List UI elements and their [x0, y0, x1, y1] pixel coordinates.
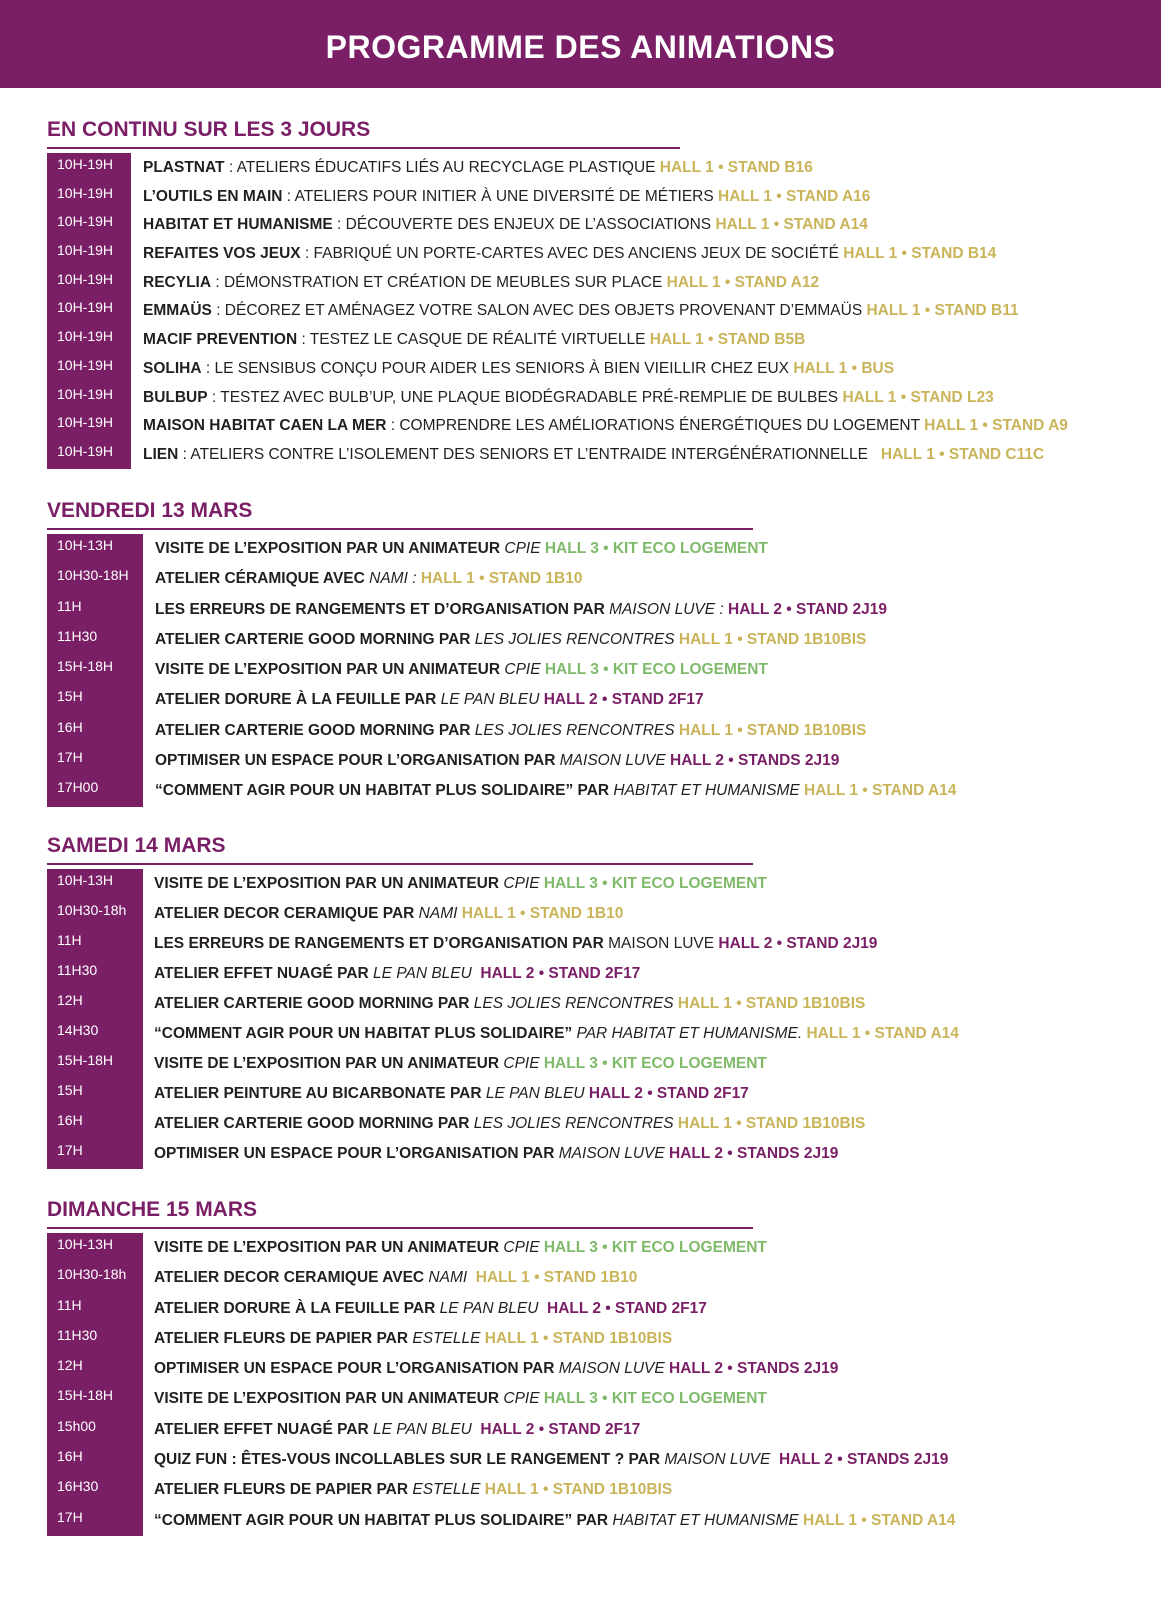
time-slot: 16H	[57, 1112, 83, 1128]
activity-details: : DÉMONSTRATION ET CRÉATION DE MEUBLES SUR PLACE	[211, 273, 667, 291]
section-title: VENDREDI 13 MARS	[47, 499, 253, 522]
activity-organizer: ESTELLE	[408, 1329, 485, 1347]
time-slot: 15H-18H	[57, 1052, 114, 1068]
activity-location: HALL 1 • STAND A9	[924, 417, 1068, 435]
schedule-list	[47, 869, 959, 1169]
time-slot: 10H-13H	[57, 537, 114, 553]
time-slot: 15h00	[57, 1417, 96, 1434]
section-divider	[47, 528, 753, 530]
schedule-row	[47, 383, 994, 412]
activity-title: VISITE DE L’EXPOSITION PAR UN ANIMATEUR	[154, 875, 500, 892]
activity-details: : LE SENSIBUS CONÇU POUR AIDER LES SENIORS À BIEN VIEILLIR CHEZ EUX	[201, 359, 794, 377]
activity-location: HALL 2 • STAND 2F17	[547, 1299, 707, 1317]
activity-title: ATELIER DORURE À LA FEUILLE PAR	[155, 691, 437, 709]
activity-description	[143, 360, 894, 378]
activity-description	[155, 601, 887, 619]
activity-organizer: CPIE	[499, 1055, 544, 1072]
activity-title: BULBUP	[143, 388, 208, 406]
time-slot: 10H-19H	[57, 442, 114, 459]
time-slot: 17H	[57, 749, 83, 766]
activity-location: HALL 1 • STAND B14	[843, 245, 997, 263]
activity-organizer: CPIE	[499, 1390, 544, 1408]
activity-location: HALL 3 • KIT ECO LOGEMENT	[544, 661, 768, 679]
activity-description	[154, 1269, 637, 1287]
activity-details: : ATELIERS CONTRE L’ISOLEMENT DES SENIORS ET L’ENTRAIDE INTERGÉNÉRATIONNELLE	[178, 445, 881, 463]
activity-description	[154, 965, 640, 983]
activity-title: VISITE DE L’EXPOSITION PAR UN ANIMATEUR	[154, 1239, 500, 1256]
activity-title: HABITAT ET HUMANISME	[143, 216, 333, 234]
schedule-row	[47, 1475, 753, 1505]
schedule-row	[47, 210, 868, 239]
time-slot: 10H-19H	[57, 242, 114, 259]
activity-description	[143, 216, 868, 234]
activity-organizer: LE PAN BLEU	[368, 1420, 481, 1438]
time-slot: 15H	[57, 688, 83, 705]
activity-location: HALL 1 • STAND A14	[806, 1025, 959, 1042]
activity-organizer: HABITAT ET HUMANISME	[609, 782, 805, 800]
schedule-row	[47, 534, 768, 564]
activity-description	[143, 446, 1044, 464]
activity-title: MACIF PREVENTION	[143, 331, 298, 349]
activity-title: VISITE DE L’EXPOSITION PAR UN ANIMATEUR	[154, 1390, 500, 1408]
time-slot: 17H00	[57, 779, 99, 796]
activity-description	[154, 1300, 707, 1318]
activity-location: HALL 2 • STAND 2J19	[718, 935, 878, 952]
time-slot: 17H	[57, 1508, 83, 1525]
section-1	[47, 499, 957, 807]
activity-location: HALL 1 • STAND A12	[666, 273, 820, 291]
activity-details: : TESTEZ AVEC BULB’UP, UNE PLAQUE BIODÉGRADABLE PRÉ-REMPLIE DE BULBES	[207, 388, 843, 406]
activity-title: RECYLIA	[143, 273, 212, 291]
time-slot: 15H	[57, 1082, 83, 1098]
activity-description	[154, 1239, 767, 1257]
activity-details: MAISON LUVE	[603, 935, 719, 952]
activity-description	[143, 417, 1068, 435]
time-slot: 11H30	[57, 1326, 98, 1343]
activity-description	[143, 331, 805, 349]
schedule-row	[47, 899, 753, 929]
activity-location: HALL 3 • KIT ECO LOGEMENT	[543, 1055, 767, 1072]
activity-details: : COMPRENDRE LES AMÉLIORATIONS ÉNERGÉTIQUES DU LOGEMENT	[386, 417, 925, 435]
activity-organizer: CPIE	[499, 1239, 544, 1256]
activity-description	[154, 995, 865, 1013]
activity-organizer: LE PAN BLEU	[368, 965, 481, 982]
activity-location: HALL 1 • STAND B16	[659, 159, 813, 176]
schedule-row	[47, 354, 895, 383]
activity-organizer: ESTELLE	[408, 1481, 485, 1499]
time-slot: 10H-19H	[57, 270, 114, 287]
activity-location: HALL 1 • STAND 1B10	[420, 570, 583, 588]
activity-title: ATELIER CARTERIE GOOD MORNING PAR	[155, 630, 471, 648]
activity-organizer: NAMI	[414, 905, 462, 922]
activity-title: ATELIER EFFET NUAGÉ PAR	[154, 965, 369, 982]
time-slot: 11H30	[57, 962, 98, 978]
activity-title: ATELIER EFFET NUAGÉ PAR	[154, 1420, 369, 1438]
activity-details: : DÉCOUVERTE DES ENJEUX DE L’ASSOCIATIONS	[332, 216, 716, 234]
activity-details: : DÉCOREZ ET AMÉNAGEZ VOTRE SALON AVEC DES OBJETS PROVENANT D’EMMAÜS	[211, 302, 867, 320]
activity-description	[154, 1360, 838, 1378]
time-slot: 11H	[57, 932, 82, 948]
activity-organizer: CPIE	[500, 661, 545, 679]
activity-location: HALL 2 • STAND 2J19	[728, 600, 888, 618]
activity-title: ATELIER CARTERIE GOOD MORNING PAR	[154, 1115, 470, 1132]
schedule-row	[47, 1445, 949, 1475]
schedule-row	[47, 1354, 839, 1384]
schedule-row	[47, 716, 867, 746]
activity-organizer: MAISON LUVE :	[604, 600, 728, 618]
schedule-row	[47, 959, 753, 989]
activity-location: HALL 1 • STAND 1B10BIS	[677, 1115, 866, 1132]
activity-organizer: LE PAN BLEU	[436, 691, 544, 709]
schedule-row	[47, 1294, 753, 1324]
activity-location: HALL 3 • KIT ECO LOGEMENT	[543, 875, 767, 892]
activity-description	[154, 1025, 959, 1043]
activity-description	[155, 691, 704, 709]
activity-title: VISITE DE L’EXPOSITION PAR UN ANIMATEUR	[155, 661, 501, 679]
time-slot: 11H	[57, 1296, 82, 1313]
time-slot: 10H-19H	[57, 414, 114, 431]
activity-details: : FABRIQUÉ UN PORTE-CARTES AVEC DES ANCIENS JEUX DE SOCIÉTÉ	[300, 245, 844, 263]
schedule-row	[47, 1324, 753, 1354]
schedule-row	[47, 1415, 753, 1445]
time-slot: 10H-19H	[57, 184, 114, 201]
schedule-row	[47, 325, 806, 354]
activity-title: VISITE DE L’EXPOSITION PAR UN ANIMATEUR	[155, 540, 501, 557]
activity-description	[154, 1145, 838, 1163]
schedule-row	[47, 1233, 767, 1263]
section-0	[47, 118, 1068, 469]
section-2	[47, 834, 959, 1169]
time-slot: 16H	[57, 1448, 83, 1465]
activity-organizer: HABITAT ET HUMANISME	[608, 1511, 804, 1529]
time-slot: 10H30-18H	[57, 567, 129, 584]
activity-title: MAISON HABITAT CAEN LA MER	[143, 417, 387, 435]
activity-details: : TESTEZ LE CASQUE DE RÉALITÉ VIRTUELLE	[297, 331, 650, 349]
schedule-row	[47, 625, 867, 655]
activity-description	[154, 1421, 640, 1439]
schedule-row	[47, 440, 1045, 469]
activity-organizer: LES JOLIES RENCONTRES	[470, 630, 679, 648]
activity-title: LES ERREURS DE RANGEMENTS ET D’ORGANISATION PAR	[155, 600, 605, 618]
activity-description	[154, 1451, 948, 1469]
activity-description	[154, 1055, 767, 1073]
time-slot: 11H30	[57, 627, 98, 644]
time-slot: 12H	[57, 992, 83, 1008]
time-slot: 10H30-18h	[57, 902, 127, 918]
activity-title: “COMMENT AGIR POUR UN HABITAT PLUS SOLIDAIRE” PAR	[155, 782, 610, 800]
section-title: EN CONTINU SUR LES 3 JOURS	[47, 118, 371, 141]
time-slot: 10H-19H	[57, 385, 114, 402]
activity-description	[143, 159, 813, 177]
activity-description	[154, 1115, 865, 1133]
section-divider	[47, 863, 753, 865]
schedule-list	[47, 534, 957, 807]
schedule-row	[47, 1263, 753, 1293]
activity-location: HALL 1 • STAND 1B10BIS	[484, 1481, 673, 1499]
activity-title: ATELIER CÉRAMIQUE AVEC	[155, 570, 365, 588]
activity-title: “COMMENT AGIR POUR UN HABITAT PLUS SOLIDAIRE”	[154, 1025, 573, 1042]
schedule-row	[47, 746, 840, 776]
activity-location: HALL 2 • STANDS 2J19	[670, 752, 840, 770]
activity-title: EMMAÜS	[143, 302, 212, 320]
schedule-list	[47, 1233, 956, 1536]
activity-title: L’OUTILS EN MAIN	[143, 187, 283, 205]
activity-organizer: NAMI	[424, 1269, 476, 1287]
activity-description	[154, 1512, 955, 1530]
activity-title: ATELIER CARTERIE GOOD MORNING PAR	[155, 721, 471, 739]
activity-organizer: LES JOLIES RENCONTRES	[469, 1115, 678, 1132]
activity-details: : ATELIERS ÉDUCATIFS LIÉS AU RECYCLAGE PLASTIQUE	[224, 159, 660, 176]
schedule-row	[47, 869, 767, 899]
activity-title: PLASTNAT	[143, 159, 225, 176]
activity-description	[155, 661, 768, 679]
time-slot: 10H30-18h	[57, 1266, 127, 1283]
activity-location: HALL 1 • STAND 1B10BIS	[677, 995, 866, 1012]
activity-location: HALL 2 • STANDS 2J19	[669, 1360, 839, 1378]
schedule-row	[47, 1384, 767, 1414]
activity-location: HALL 2 • STAND 2F17	[480, 965, 641, 982]
time-slot: 10H-19H	[57, 213, 114, 230]
activity-title: OPTIMISER UN ESPACE POUR L’ORGANISATION PAR	[154, 1145, 555, 1162]
time-slot: 11H	[57, 597, 82, 614]
activity-description	[155, 570, 582, 588]
activity-organizer: PAR HABITAT ET HUMANISME.	[572, 1025, 807, 1042]
time-slot: 10H-19H	[57, 356, 114, 373]
time-slot: 12H	[57, 1357, 83, 1374]
activity-location: HALL 3 • KIT ECO LOGEMENT	[543, 1239, 767, 1256]
time-slot: 16H30	[57, 1478, 99, 1495]
activity-location: HALL 1 • STAND 1B10BIS	[678, 721, 867, 739]
section-3	[47, 1198, 956, 1536]
activity-title: ATELIER PEINTURE AU BICARBONATE PAR	[154, 1085, 482, 1102]
schedule-row	[47, 595, 888, 625]
activity-location: HALL 1 • BUS	[793, 359, 895, 377]
schedule-list	[47, 153, 1068, 469]
schedule-row	[47, 1019, 959, 1049]
activity-location: HALL 1 • STAND C11C	[880, 445, 1045, 463]
activity-location: HALL 1 • STAND A14	[804, 782, 957, 800]
activity-description	[154, 1390, 767, 1408]
schedule-row	[47, 655, 768, 685]
activity-organizer: LES JOLIES RENCONTRES	[470, 721, 679, 739]
time-slot: 10H-19H	[57, 299, 114, 316]
activity-organizer: NAMI :	[364, 570, 421, 588]
activity-location: HALL 1 • STAND A14	[715, 216, 868, 234]
activity-description	[154, 875, 767, 893]
activity-description	[155, 782, 956, 800]
activity-description	[143, 389, 994, 407]
time-slot: 10H-19H	[57, 328, 114, 345]
time-slot: 16H	[57, 718, 83, 735]
activity-title: ATELIER FLEURS DE PAPIER PAR	[154, 1329, 409, 1347]
activity-organizer: LE PAN BLEU	[435, 1299, 547, 1317]
activity-description	[155, 752, 839, 770]
activity-location: HALL 2 • STANDS 2J19	[778, 1451, 949, 1469]
activity-description	[155, 540, 768, 558]
schedule-row	[47, 1139, 839, 1169]
activity-organizer: MAISON LUVE	[554, 1360, 670, 1378]
activity-title: QUIZ FUN : ÊTES-VOUS INCOLLABLES SUR LE RANGEMENT ? PAR	[154, 1451, 661, 1469]
activity-description	[154, 1481, 672, 1499]
section-title: DIMANCHE 15 MARS	[47, 1198, 258, 1221]
activity-location: HALL 3 • KIT ECO LOGEMENT	[543, 1390, 767, 1408]
activity-description	[154, 905, 623, 923]
activity-location: HALL 2 • STAND 2F17	[543, 691, 704, 709]
section-divider	[47, 147, 680, 149]
activity-organizer: LES JOLIES RENCONTRES	[469, 995, 678, 1012]
activity-title: REFAITES VOS JEUX	[143, 245, 301, 263]
activity-location: HALL 1 • STAND L23	[842, 388, 994, 406]
activity-title: ATELIER DORURE À LA FEUILLE PAR	[154, 1299, 436, 1317]
activity-title: ATELIER DECOR CERAMIQUE PAR	[154, 905, 415, 922]
activity-description	[154, 1085, 749, 1103]
activity-description	[154, 935, 877, 953]
schedule-row	[47, 411, 1068, 440]
schedule-row	[47, 268, 820, 297]
activity-organizer: CPIE	[499, 875, 544, 892]
activity-title: ATELIER CARTERIE GOOD MORNING PAR	[154, 995, 470, 1012]
schedule-row	[47, 776, 957, 806]
schedule-row	[47, 296, 1019, 325]
time-slot: 10H-13H	[57, 1236, 114, 1252]
schedule-row	[47, 182, 871, 211]
activity-location: HALL 1 • STAND A14	[803, 1511, 956, 1529]
activity-organizer: MAISON LUVE	[660, 1451, 779, 1469]
activity-description	[155, 631, 866, 649]
activity-title: LIEN	[143, 445, 179, 463]
activity-organizer: LE PAN BLEU	[481, 1085, 589, 1102]
schedule-row	[47, 153, 813, 182]
schedule-row	[47, 239, 997, 268]
activity-location: HALL 1 • STAND 1B10BIS	[678, 630, 867, 648]
activity-title: ATELIER DECOR CERAMIQUE AVEC	[154, 1269, 425, 1287]
time-slot: 14H30	[57, 1022, 99, 1038]
schedule-row	[47, 1506, 956, 1536]
activity-location: HALL 1 • STAND B5B	[649, 331, 806, 349]
activity-description	[143, 245, 996, 263]
activity-location: HALL 1 • STAND 1B10	[475, 1269, 638, 1287]
schedule-row	[47, 685, 753, 715]
activity-location: HALL 3 • KIT ECO LOGEMENT	[544, 540, 768, 557]
activity-organizer: MAISON LUVE	[555, 752, 671, 770]
activity-location: HALL 1 • STAND 1B10BIS	[484, 1329, 673, 1347]
activity-title: OPTIMISER UN ESPACE POUR L’ORGANISATION PAR	[154, 1360, 555, 1378]
time-slot: 15H-18H	[57, 1387, 114, 1404]
activity-description	[154, 1330, 672, 1348]
time-slot: 15H-18H	[57, 658, 114, 675]
activity-title: ATELIER FLEURS DE PAPIER PAR	[154, 1481, 409, 1499]
activity-title: SOLIHA	[143, 359, 202, 377]
header-banner	[0, 0, 1161, 88]
activity-location: HALL 2 • STAND 2F17	[480, 1420, 641, 1438]
schedule-row	[47, 564, 753, 594]
activity-location: HALL 1 • STAND B11	[866, 302, 1019, 320]
schedule-row	[47, 1109, 866, 1139]
schedule-row	[47, 1079, 753, 1109]
activity-location: HALL 2 • STAND 2F17	[588, 1085, 749, 1102]
activity-location: HALL 2 • STANDS 2J19	[669, 1145, 839, 1162]
activity-description	[143, 188, 870, 206]
activity-description	[155, 722, 866, 740]
activity-description	[143, 302, 1019, 320]
activity-title: LES ERREURS DE RANGEMENTS ET D’ORGANISATION PAR	[154, 935, 604, 952]
time-slot: 10H-13H	[57, 872, 114, 888]
activity-location: HALL 1 • STAND 1B10	[461, 905, 624, 922]
page-title: PROGRAMME DES ANIMATIONS	[325, 29, 836, 65]
time-slot: 17H	[57, 1142, 83, 1158]
activity-details: : ATELIERS POUR INITIER À UNE DIVERSITÉ DE MÉTIERS	[282, 187, 719, 205]
activity-location: HALL 1 • STAND A16	[718, 187, 871, 205]
activity-organizer: CPIE	[500, 540, 545, 557]
activity-title: “COMMENT AGIR POUR UN HABITAT PLUS SOLIDAIRE” PAR	[154, 1511, 609, 1529]
schedule-row	[47, 1049, 767, 1079]
section-title: SAMEDI 14 MARS	[47, 834, 226, 857]
section-divider	[47, 1227, 753, 1229]
time-slot: 10H-19H	[57, 156, 114, 172]
schedule-row	[47, 989, 866, 1019]
schedule-row	[47, 929, 878, 959]
activity-title: OPTIMISER UN ESPACE POUR L’ORGANISATION PAR	[155, 752, 556, 770]
activity-organizer: MAISON LUVE	[554, 1145, 670, 1162]
activity-description	[143, 274, 819, 292]
activity-title: VISITE DE L’EXPOSITION PAR UN ANIMATEUR	[154, 1055, 500, 1072]
